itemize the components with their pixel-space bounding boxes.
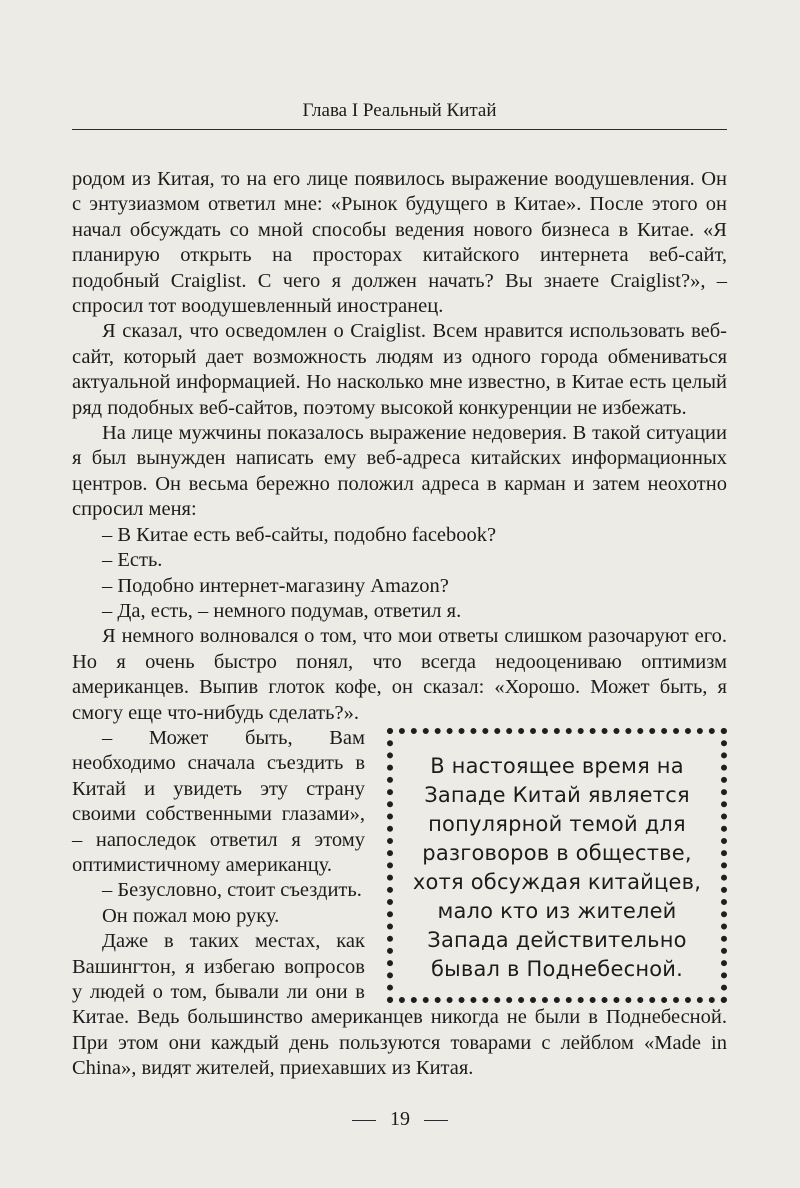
paragraph-8: Даже в таких местах, как Вашингтон, я избегаю вопросов у людей о том, бывали ли они в Китае. Ведь большинство американцев никогда не были в Поднебесной. При этом они каждый день пользуются товарами с лейблом «Made in China», видят жителей, приехавших из Китая.: [72, 930, 727, 1080]
page-number-value: 19: [390, 1108, 410, 1130]
dash-left: [352, 1120, 376, 1121]
dialogue-line-2: – Есть.: [102, 549, 163, 572]
paragraph-3: На лице мужчины показалось выражение недоверия. В такой ситуации я был вынужден написать ему веб-адреса китайских информационных центров. Он весьма бережно положил адреса в карман и затем неохотно спросил меня:: [72, 422, 727, 521]
paragraph-1: родом из Китая, то на его лице появилось выражение воодушевления. Он с энтузиазмом ответил мне: «Рынок будущего в Китае». После этого он начал обсуждать со мной способы ведения нового бизнеса в Китае. «Я планирую открыть на просторах китайского интернета веб-сайт, подобный Craiglist. С чего я должен начать? Вы знаете Craiglist?», – спросил тот воодушевленный иностранец.: [72, 168, 727, 318]
dialogue-line-4: – Да, есть, – немного подумав, ответил я.: [102, 599, 462, 622]
paragraph-5: – Может быть, Вам необходимо сначала съездить в Китай и увидеть эту страну своими собственными глазами», – напоследок ответил я этому оптимистичному американцу.: [72, 726, 365, 876]
dialogue-line-3: – Подобно интернет-магазину Amazon?: [102, 574, 449, 597]
page-number: [0, 1108, 800, 1131]
paragraph-6: – Безусловно, стоит съездить.: [102, 879, 362, 902]
dash-right: [424, 1120, 448, 1121]
paragraph-7: Он пожал мою руку.: [102, 904, 280, 927]
paragraph-4: Я немного волновался о том, что мои ответы слишком разочаруют его. Но я очень быстро понял, что всегда недооцениваю оптимизм американцев. Выпив глоток кофе, он сказал: «Хорошо. Может быть, я смогу еще что-нибудь сделать?».: [72, 625, 727, 724]
pull-quote-text: В настоящее время на Западе Китай является популярной темой для разговоров в обществе, хотя обсуждая китайцев, мало кто из жителей Запада действительно бывал в Поднебесной.: [412, 753, 702, 981]
running-header: Глава I Реальный Китай: [302, 100, 497, 121]
pull-quote: [387, 728, 727, 1003]
main-text: [72, 167, 727, 1082]
header-rule: [72, 129, 727, 130]
dialogue-line-1: – В Китае есть веб-сайты, подобно facebook?: [102, 523, 497, 546]
paragraph-2: Я сказал, что осведомлен о Craiglist. Всем нравится использовать веб-сайт, который дает возможность людям из одного города обмениваться актуальной информацией. Но насколько мне известно, в Китае есть целый ряд подобных веб-сайтов, поэтому высокой конкуренции не избежать.: [72, 320, 727, 419]
